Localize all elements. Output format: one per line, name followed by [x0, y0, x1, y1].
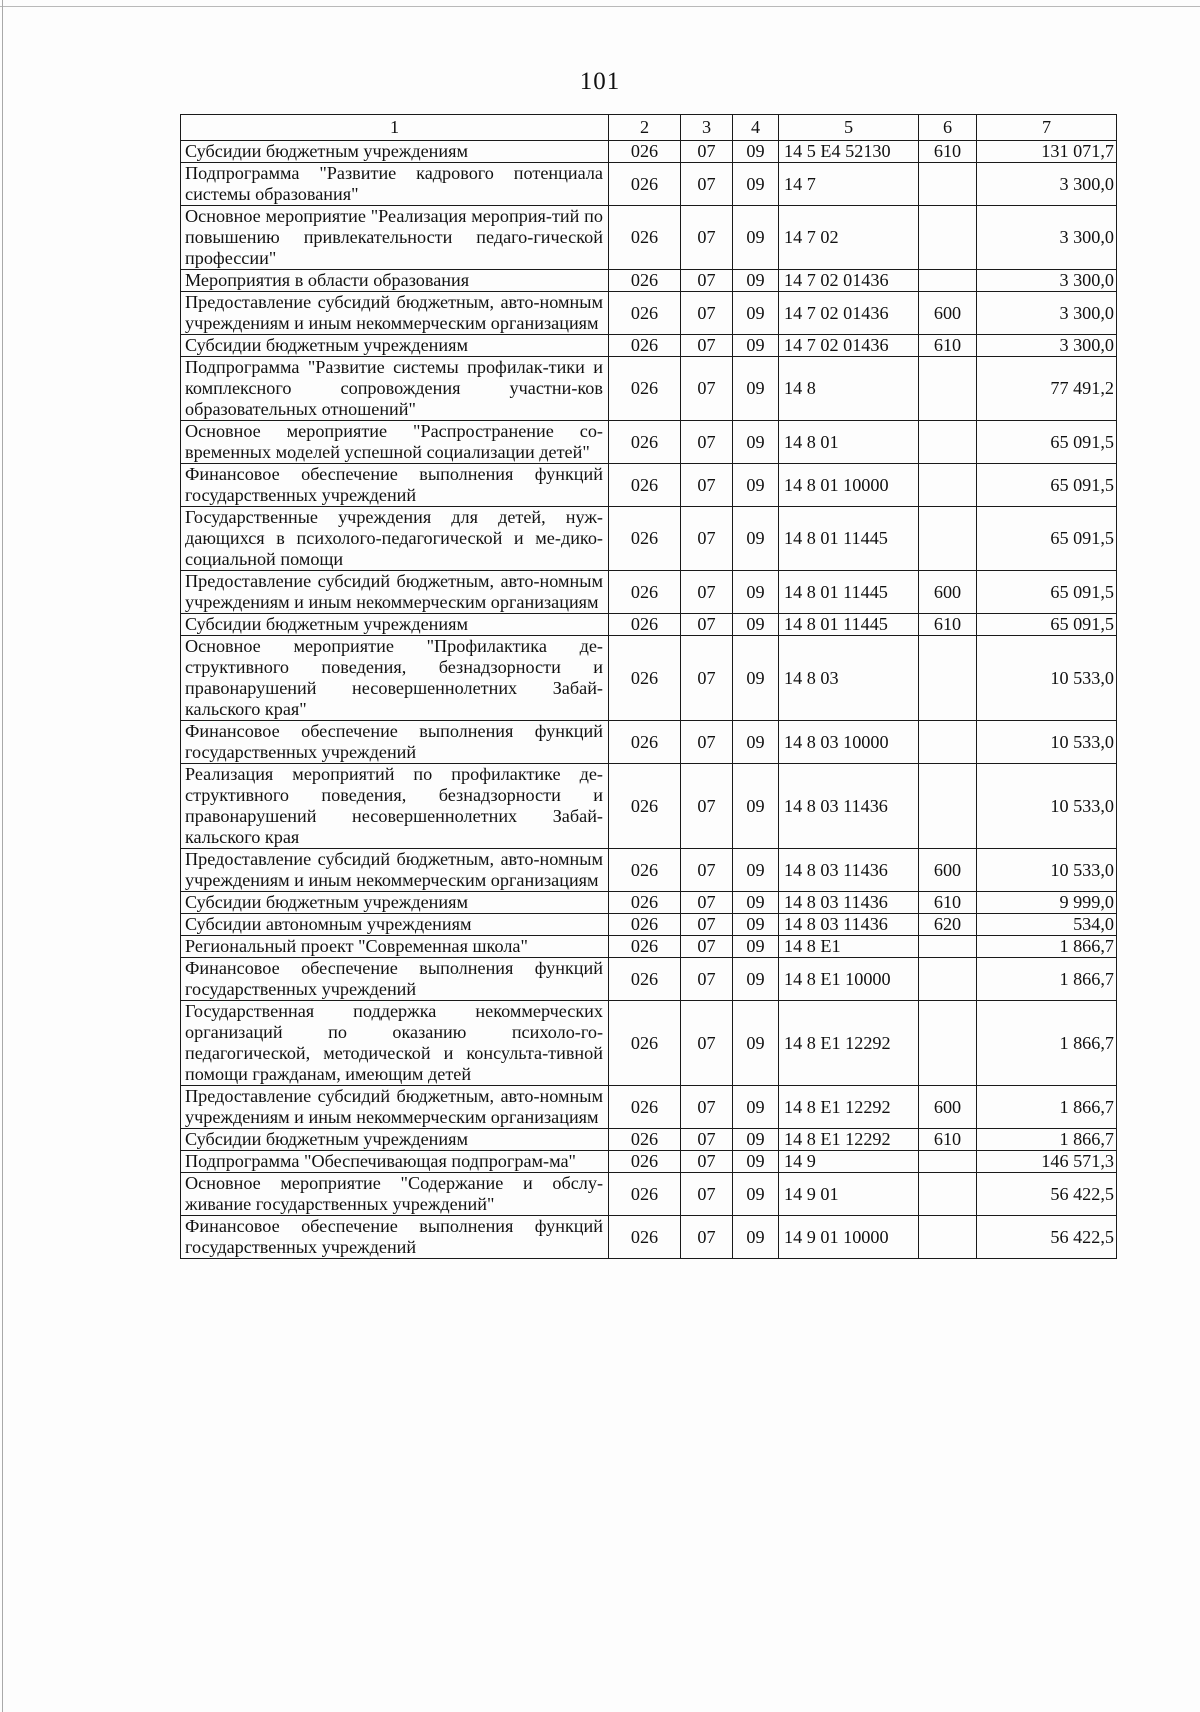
row-subsection-code-cell: 09	[733, 849, 779, 892]
row-section-code-cell: 07	[681, 849, 733, 892]
row-ministry-code-cell: 026	[609, 421, 681, 464]
table-row	[181, 849, 1117, 892]
row-section-code-cell: 07	[681, 1173, 733, 1216]
table-row	[181, 163, 1117, 206]
row-section-code-cell: 07	[681, 507, 733, 571]
row-amount-cell: 10 533,0	[977, 849, 1117, 892]
row-expense-type-cell	[919, 1173, 977, 1216]
table-row	[181, 464, 1117, 507]
row-amount-cell: 65 091,5	[977, 571, 1117, 614]
row-subsection-code-cell: 09	[733, 721, 779, 764]
row-target-article-cell: 14 8 03 11436	[779, 914, 919, 936]
row-subsection-code-cell: 09	[733, 335, 779, 357]
row-amount-cell: 65 091,5	[977, 614, 1117, 636]
row-subsection-code-cell: 09	[733, 614, 779, 636]
row-name-cell: Основное мероприятие "Профилактика де-структивного поведения, безнадзорности и правонарушений несовершеннолетних Забай-кальского края"	[181, 636, 609, 721]
row-section-code-cell: 07	[681, 270, 733, 292]
table-row	[181, 1173, 1117, 1216]
row-subsection-code-cell: 09	[733, 1129, 779, 1151]
row-subsection-code-cell: 09	[733, 958, 779, 1001]
row-ministry-code-cell: 026	[609, 914, 681, 936]
row-ministry-code-cell: 026	[609, 614, 681, 636]
table-row	[181, 335, 1117, 357]
row-expense-type-cell: 620	[919, 914, 977, 936]
row-amount-cell: 3 300,0	[977, 163, 1117, 206]
row-name-cell: Государственная поддержка некоммерческих организаций по оказанию психоло-го-педагогической, методической и консульта-тивной помощи гражданам, имеющим детей	[181, 1001, 609, 1086]
header-cell: 2	[609, 115, 681, 141]
row-target-article-cell: 14 8 03 11436	[779, 849, 919, 892]
table-row	[181, 1216, 1117, 1259]
row-ministry-code-cell: 026	[609, 1173, 681, 1216]
row-ministry-code-cell: 026	[609, 163, 681, 206]
row-name-cell: Субсидии бюджетным учреждениям	[181, 892, 609, 914]
table-row	[181, 507, 1117, 571]
row-subsection-code-cell: 09	[733, 163, 779, 206]
row-target-article-cell: 14 8 03 11436	[779, 764, 919, 849]
row-name-cell: Предоставление субсидий бюджетным, авто-номным учреждениям и иным некоммерческим организациям	[181, 1086, 609, 1129]
header-cell: 6	[919, 115, 977, 141]
row-name-cell: Подпрограмма "Развитие системы профилак-тики и комплексного сопровождения участни-ков образовательных отношений"	[181, 357, 609, 421]
row-subsection-code-cell: 09	[733, 141, 779, 163]
row-subsection-code-cell: 09	[733, 636, 779, 721]
row-subsection-code-cell: 09	[733, 1173, 779, 1216]
row-subsection-code-cell: 09	[733, 1216, 779, 1259]
row-expense-type-cell: 610	[919, 1129, 977, 1151]
row-target-article-cell: 14 9	[779, 1151, 919, 1173]
row-amount-cell: 9 999,0	[977, 892, 1117, 914]
row-amount-cell: 10 533,0	[977, 636, 1117, 721]
row-subsection-code-cell: 09	[733, 421, 779, 464]
row-ministry-code-cell: 026	[609, 1001, 681, 1086]
row-section-code-cell: 07	[681, 141, 733, 163]
row-section-code-cell: 07	[681, 1129, 733, 1151]
row-expense-type-cell	[919, 270, 977, 292]
row-subsection-code-cell: 09	[733, 1086, 779, 1129]
row-name-cell: Финансовое обеспечение выполнения функций государственных учреждений	[181, 721, 609, 764]
row-amount-cell: 1 866,7	[977, 1001, 1117, 1086]
row-section-code-cell: 07	[681, 764, 733, 849]
row-ministry-code-cell: 026	[609, 958, 681, 1001]
row-ministry-code-cell: 026	[609, 141, 681, 163]
row-amount-cell: 131 071,7	[977, 141, 1117, 163]
row-expense-type-cell: 610	[919, 892, 977, 914]
row-amount-cell: 1 866,7	[977, 1086, 1117, 1129]
row-expense-type-cell: 610	[919, 335, 977, 357]
row-name-cell: Основное мероприятие "Реализация мероприя-тий по повышению привлекательности педаго-гической профессии"	[181, 206, 609, 270]
row-expense-type-cell: 600	[919, 1086, 977, 1129]
header-cell: 1	[181, 115, 609, 141]
row-name-cell: Государственные учреждения для детей, нуж-дающихся в психолого-педагогической и ме-дико-социальной помощи	[181, 507, 609, 571]
row-subsection-code-cell: 09	[733, 1001, 779, 1086]
row-section-code-cell: 07	[681, 636, 733, 721]
row-amount-cell: 3 300,0	[977, 270, 1117, 292]
row-ministry-code-cell: 026	[609, 892, 681, 914]
row-subsection-code-cell: 09	[733, 507, 779, 571]
row-name-cell: Подпрограмма "Обеспечивающая подпрограм-ма"	[181, 1151, 609, 1173]
row-section-code-cell: 07	[681, 958, 733, 1001]
row-target-article-cell: 14 8 E1	[779, 936, 919, 958]
row-subsection-code-cell: 09	[733, 892, 779, 914]
table-body	[181, 141, 1117, 1259]
row-expense-type-cell: 600	[919, 849, 977, 892]
row-target-article-cell: 14 8 03 10000	[779, 721, 919, 764]
row-section-code-cell: 07	[681, 614, 733, 636]
row-section-code-cell: 07	[681, 206, 733, 270]
row-expense-type-cell	[919, 721, 977, 764]
row-name-cell: Предоставление субсидий бюджетным, авто-номным учреждениям и иным некоммерческим организациям	[181, 571, 609, 614]
row-amount-cell: 534,0	[977, 914, 1117, 936]
row-target-article-cell: 14 8 E1 12292	[779, 1001, 919, 1086]
table-row	[181, 571, 1117, 614]
row-name-cell: Субсидии бюджетным учреждениям	[181, 335, 609, 357]
row-target-article-cell: 14 8 01 11445	[779, 614, 919, 636]
row-target-article-cell: 14 7 02 01436	[779, 270, 919, 292]
row-section-code-cell: 07	[681, 721, 733, 764]
row-expense-type-cell	[919, 421, 977, 464]
row-section-code-cell: 07	[681, 914, 733, 936]
row-section-code-cell: 07	[681, 1216, 733, 1259]
table-row	[181, 614, 1117, 636]
row-amount-cell: 56 422,5	[977, 1173, 1117, 1216]
row-name-cell: Реализация мероприятий по профилактике де-структивного поведения, безнадзорности и правонарушений несовершеннолетних Забай-кальского края	[181, 764, 609, 849]
row-amount-cell: 65 091,5	[977, 464, 1117, 507]
row-target-article-cell: 14 8 E1 12292	[779, 1086, 919, 1129]
row-name-cell: Финансовое обеспечение выполнения функций государственных учреждений	[181, 958, 609, 1001]
row-amount-cell: 65 091,5	[977, 507, 1117, 571]
row-name-cell: Субсидии бюджетным учреждениям	[181, 1129, 609, 1151]
table-row	[181, 958, 1117, 1001]
row-ministry-code-cell: 026	[609, 936, 681, 958]
row-ministry-code-cell: 026	[609, 1151, 681, 1173]
row-target-article-cell: 14 8 01 11445	[779, 507, 919, 571]
row-amount-cell: 3 300,0	[977, 206, 1117, 270]
table-row	[181, 764, 1117, 849]
row-ministry-code-cell: 026	[609, 206, 681, 270]
row-target-article-cell: 14 9 01 10000	[779, 1216, 919, 1259]
row-section-code-cell: 07	[681, 464, 733, 507]
row-expense-type-cell	[919, 464, 977, 507]
row-amount-cell: 1 866,7	[977, 1129, 1117, 1151]
row-expense-type-cell	[919, 163, 977, 206]
row-ministry-code-cell: 026	[609, 636, 681, 721]
row-section-code-cell: 07	[681, 1086, 733, 1129]
table-row	[181, 892, 1117, 914]
row-ministry-code-cell: 026	[609, 721, 681, 764]
row-ministry-code-cell: 026	[609, 1216, 681, 1259]
row-subsection-code-cell: 09	[733, 1151, 779, 1173]
page-number: 101	[579, 68, 621, 95]
row-expense-type-cell	[919, 958, 977, 1001]
row-target-article-cell: 14 8 01	[779, 421, 919, 464]
table-row	[181, 721, 1117, 764]
row-ministry-code-cell: 026	[609, 335, 681, 357]
row-name-cell: Региональный проект "Современная школа"	[181, 936, 609, 958]
row-subsection-code-cell: 09	[733, 464, 779, 507]
row-target-article-cell: 14 8 01 11445	[779, 571, 919, 614]
scan-edge-top	[0, 6, 1200, 7]
row-target-article-cell: 14 8 E1 12292	[779, 1129, 919, 1151]
row-amount-cell: 10 533,0	[977, 721, 1117, 764]
row-ministry-code-cell: 026	[609, 292, 681, 335]
row-amount-cell: 65 091,5	[977, 421, 1117, 464]
row-section-code-cell: 07	[681, 163, 733, 206]
row-amount-cell: 1 866,7	[977, 936, 1117, 958]
budget-table	[180, 114, 1117, 1259]
row-target-article-cell: 14 9 01	[779, 1173, 919, 1216]
row-subsection-code-cell: 09	[733, 571, 779, 614]
row-expense-type-cell	[919, 636, 977, 721]
row-expense-type-cell	[919, 1001, 977, 1086]
scan-edge-left	[2, 0, 3, 1712]
table-row	[181, 1001, 1117, 1086]
row-amount-cell: 56 422,5	[977, 1216, 1117, 1259]
row-target-article-cell: 14 8 01 10000	[779, 464, 919, 507]
row-section-code-cell: 07	[681, 1001, 733, 1086]
row-target-article-cell: 14 5 E4 52130	[779, 141, 919, 163]
table-row	[181, 421, 1117, 464]
row-expense-type-cell: 610	[919, 141, 977, 163]
row-subsection-code-cell: 09	[733, 914, 779, 936]
row-target-article-cell: 14 7 02 01436	[779, 335, 919, 357]
row-ministry-code-cell: 026	[609, 764, 681, 849]
table-row	[181, 1086, 1117, 1129]
row-name-cell: Субсидии бюджетным учреждениям	[181, 614, 609, 636]
row-subsection-code-cell: 09	[733, 206, 779, 270]
table-row	[181, 141, 1117, 163]
row-section-code-cell: 07	[681, 936, 733, 958]
table-row	[181, 292, 1117, 335]
row-ministry-code-cell: 026	[609, 1129, 681, 1151]
row-target-article-cell: 14 8 03 11436	[779, 892, 919, 914]
row-amount-cell: 146 571,3	[977, 1151, 1117, 1173]
row-ministry-code-cell: 026	[609, 571, 681, 614]
row-amount-cell: 1 866,7	[977, 958, 1117, 1001]
row-name-cell: Подпрограмма "Развитие кадрового потенциала системы образования"	[181, 163, 609, 206]
table-row	[181, 914, 1117, 936]
row-expense-type-cell: 610	[919, 614, 977, 636]
row-name-cell: Финансовое обеспечение выполнения функций государственных учреждений	[181, 1216, 609, 1259]
header-cell: 5	[779, 115, 919, 141]
row-section-code-cell: 07	[681, 357, 733, 421]
table-row	[181, 1151, 1117, 1173]
table-row	[181, 1129, 1117, 1151]
row-expense-type-cell	[919, 507, 977, 571]
row-section-code-cell: 07	[681, 1151, 733, 1173]
row-amount-cell: 3 300,0	[977, 292, 1117, 335]
row-target-article-cell: 14 7	[779, 163, 919, 206]
row-name-cell: Предоставление субсидий бюджетным, авто-номным учреждениям и иным некоммерческим организациям	[181, 292, 609, 335]
row-section-code-cell: 07	[681, 571, 733, 614]
row-ministry-code-cell: 026	[609, 357, 681, 421]
row-target-article-cell: 14 8 03	[779, 636, 919, 721]
row-amount-cell: 3 300,0	[977, 335, 1117, 357]
header-cell: 7	[977, 115, 1117, 141]
table-row	[181, 936, 1117, 958]
table-row	[181, 206, 1117, 270]
row-target-article-cell: 14 7 02	[779, 206, 919, 270]
row-subsection-code-cell: 09	[733, 936, 779, 958]
row-section-code-cell: 07	[681, 292, 733, 335]
row-section-code-cell: 07	[681, 421, 733, 464]
row-subsection-code-cell: 09	[733, 764, 779, 849]
row-target-article-cell: 14 7 02 01436	[779, 292, 919, 335]
row-name-cell: Мероприятия в области образования	[181, 270, 609, 292]
row-expense-type-cell: 600	[919, 571, 977, 614]
row-section-code-cell: 07	[681, 892, 733, 914]
row-ministry-code-cell: 026	[609, 507, 681, 571]
table-row	[181, 270, 1117, 292]
row-ministry-code-cell: 026	[609, 1086, 681, 1129]
row-expense-type-cell	[919, 936, 977, 958]
row-ministry-code-cell: 026	[609, 849, 681, 892]
row-expense-type-cell	[919, 357, 977, 421]
row-amount-cell: 77 491,2	[977, 357, 1117, 421]
row-subsection-code-cell: 09	[733, 270, 779, 292]
row-ministry-code-cell: 026	[609, 464, 681, 507]
row-target-article-cell: 14 8 E1 10000	[779, 958, 919, 1001]
row-name-cell: Субсидии бюджетным учреждениям	[181, 141, 609, 163]
row-ministry-code-cell: 026	[609, 270, 681, 292]
header-cell: 3	[681, 115, 733, 141]
table-row	[181, 636, 1117, 721]
header-cell: 4	[733, 115, 779, 141]
table-header-row	[181, 115, 1117, 141]
row-expense-type-cell	[919, 206, 977, 270]
row-section-code-cell: 07	[681, 335, 733, 357]
row-name-cell: Субсидии автономным учреждениям	[181, 914, 609, 936]
row-expense-type-cell	[919, 1151, 977, 1173]
row-name-cell: Финансовое обеспечение выполнения функций государственных учреждений	[181, 464, 609, 507]
row-subsection-code-cell: 09	[733, 357, 779, 421]
table-row	[181, 357, 1117, 421]
row-name-cell: Основное мероприятие "Распространение со-временных моделей успешной социализации детей"	[181, 421, 609, 464]
row-expense-type-cell: 600	[919, 292, 977, 335]
row-target-article-cell: 14 8	[779, 357, 919, 421]
row-expense-type-cell	[919, 1216, 977, 1259]
row-name-cell: Предоставление субсидий бюджетным, авто-номным учреждениям и иным некоммерческим организациям	[181, 849, 609, 892]
row-subsection-code-cell: 09	[733, 292, 779, 335]
row-amount-cell: 10 533,0	[977, 764, 1117, 849]
row-expense-type-cell	[919, 764, 977, 849]
row-name-cell: Основное мероприятие "Содержание и обслу-живание государственных учреждений"	[181, 1173, 609, 1216]
